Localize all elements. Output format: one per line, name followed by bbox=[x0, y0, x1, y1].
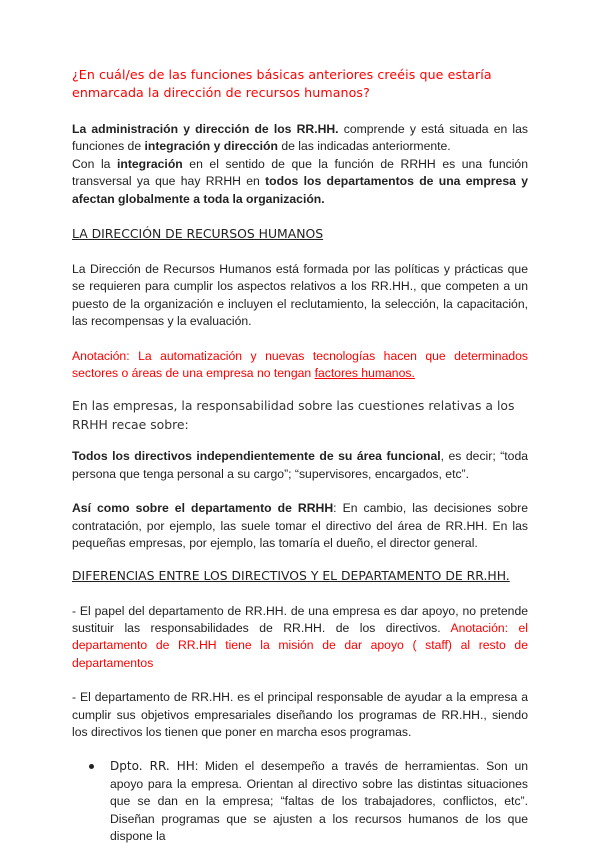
difference-paragraph-1 bbox=[72, 603, 528, 673]
difference-text-1: - El papel del departamento de RR.HH. de una empresa es dar apoyo, no pretende sustituir las responsabilidades de RR.HH. de los directivos. bbox=[72, 603, 528, 635]
section-heading-diferencias: DIFERENCIAS ENTRE LOS DIRECTIVOS Y EL DEPARTAMENTO DE RR.HH. bbox=[72, 567, 510, 583]
direccion-paragraph: La Dirección de Recursos Humanos está formada por las políticas y prácticas que se requieren para cumplir los aspectos relativos a los RR.HH., que competen a un puesto de la organización e incluyen el reclutamiento, la selección, la capacitación, las recompensas y la evaluación. bbox=[72, 262, 528, 329]
annotation-underlined: factores humanos. bbox=[314, 366, 415, 381]
intro-bold-1: La administración y dirección de los RR.HH. bbox=[72, 122, 339, 136]
annotation-text: Anotación: La automatización y nuevas tecnologías hacen que determinados sectores o áreas de una empresa no tengan bbox=[72, 348, 528, 381]
difference-annotation: Anotación: el departamento de RR.HH tiene la misión de dar apoyo ( staff) al resto de departamentos bbox=[72, 620, 529, 670]
question-heading: ¿En cuál/es de las funciones básicas anteriores creéis que estaría enmarcada la dirección de recursos humanos? bbox=[72, 67, 492, 100]
intro-paragraph-1 bbox=[72, 121, 528, 156]
responsibility-text-1: , es decir; “toda persona que tenga personal a su cargo”; “supervisores, encargados, etc”. bbox=[72, 449, 529, 481]
bullet-label: Dpto. RR. HH bbox=[110, 759, 195, 774]
bullet-list bbox=[72, 758, 528, 845]
responsibility-paragraph-2 bbox=[72, 500, 528, 552]
intro-bold-2: integración y dirección bbox=[144, 139, 278, 154]
responsibility-bold-2: Así como sobre el departamento de RRHH bbox=[72, 501, 334, 516]
responsibility-bold-1: Todos los directivos independientemente de su área funcional bbox=[72, 449, 441, 464]
intro-bold-3: integración bbox=[117, 156, 183, 171]
list-item bbox=[110, 758, 528, 845]
intro-text-1: comprende y está situada en las funciones de bbox=[72, 122, 529, 154]
intro-bold-4: todos los departamentos de una empresa y afectan globalmente a toda la organización. bbox=[72, 174, 528, 206]
bullet-dot-icon bbox=[89, 764, 94, 769]
intro-text-3: Con la bbox=[72, 156, 118, 171]
responsibility-subheading: En las empresas, la responsabilidad sobre las cuestiones relativas a los RRHH recae sobre: bbox=[72, 398, 515, 433]
annotation-paragraph bbox=[72, 348, 528, 383]
responsibility-paragraph-1 bbox=[72, 448, 528, 483]
intro-text-4: en el sentido de que la función de RRHH es una función transversal ya que hay RRHH en bbox=[72, 156, 528, 189]
bullet-text: : Miden el desempeño a través de herramientas. Son un apoyo para la empresa. Orientan al directivo sobre las distintas situaciones que se dan en la empresa; “faltas de los trabajadores, conflictos, etc”. Diseñan programas que se ajusten a los recursos humanos de los que dispone la bbox=[110, 759, 528, 843]
intro-text-2: de las indicadas anteriormente. bbox=[277, 139, 451, 154]
responsibility-text-2: : En cambio, las decisiones sobre contratación, por ejemplo, las suele tomar el directivo del área de RR.HH. En las pequeñas empresas, por ejemplo, las tomaría el dueño, el director general. bbox=[72, 501, 529, 551]
intro-paragraph-2 bbox=[72, 156, 528, 208]
difference-paragraph-2: - El departamento de RR.HH. es el principal responsable de ayudar a la empresa a cumplir sus objetivos empresariales diseñando los programas de RR.HH., siendo los directivos los tienen que poner en marcha esos programas. bbox=[72, 690, 528, 739]
section-heading-direccion: LA DIRECCIÓN DE RECURSOS HUMANOS bbox=[72, 226, 324, 242]
